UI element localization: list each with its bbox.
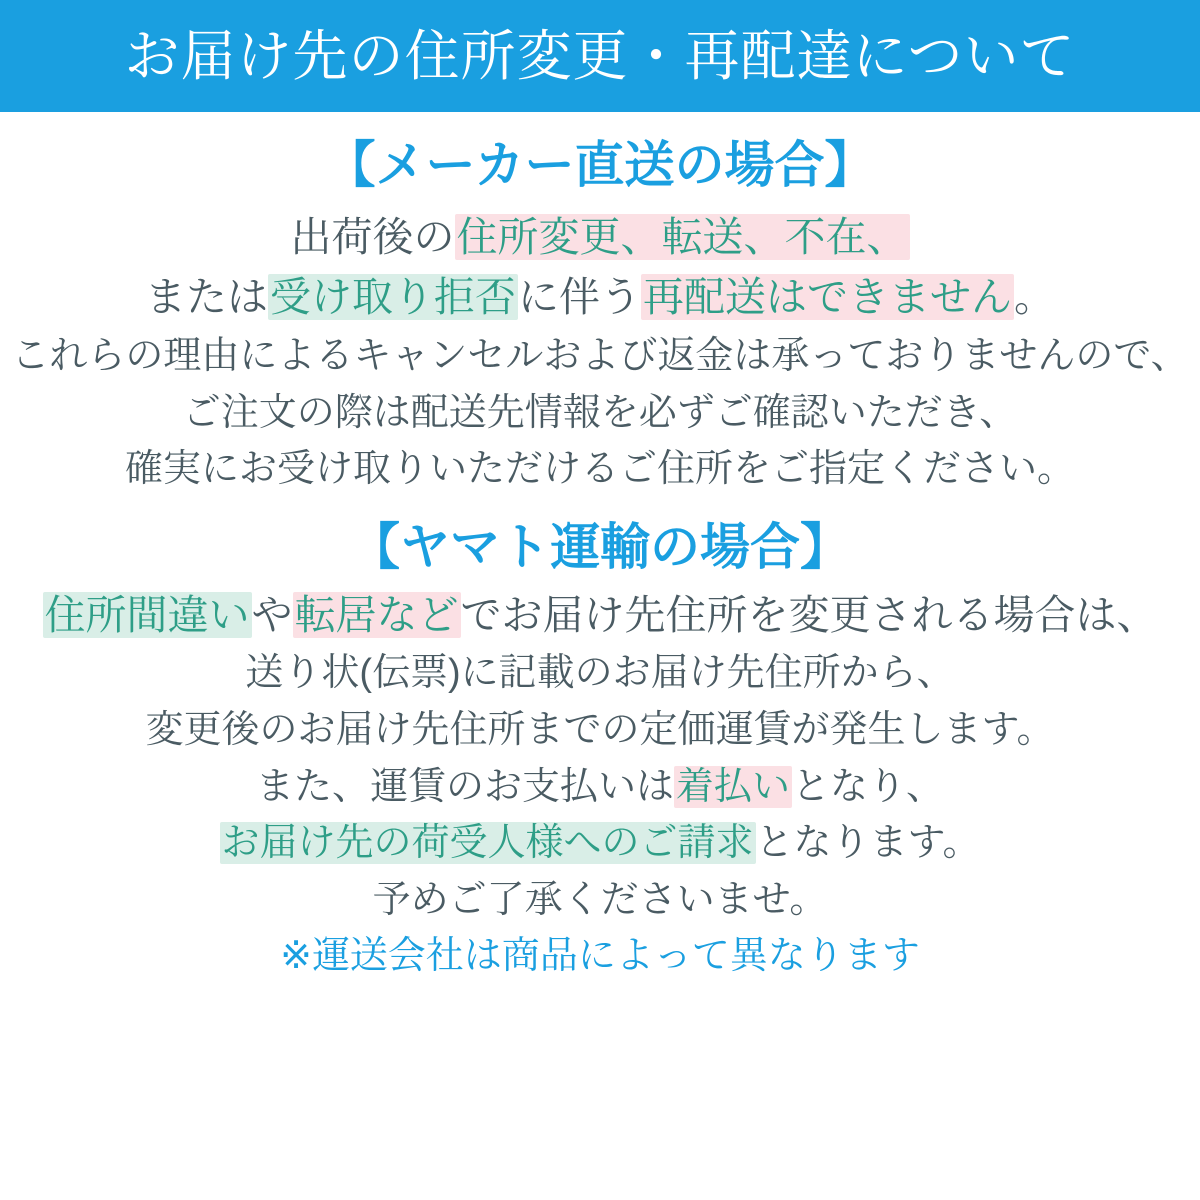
text-run: 確実にお受け取りいただけるご住所をご指定ください。 bbox=[124, 448, 1075, 491]
notice-line bbox=[8, 702, 1192, 759]
highlighted-text-run: 住所変更、転送、不在、 bbox=[456, 214, 908, 260]
notice-line bbox=[8, 267, 1192, 327]
text-run: 変更後のお届け先住所までの定価運賃が発生します。 bbox=[145, 708, 1055, 751]
notice-line bbox=[8, 585, 1192, 645]
text-run: に伴う bbox=[518, 274, 641, 321]
header-banner bbox=[0, 0, 1200, 112]
section-body-yamato bbox=[8, 585, 1192, 985]
highlighted-text-run: 転居など bbox=[294, 591, 459, 638]
text-run: となり、 bbox=[792, 765, 945, 808]
text-run: または bbox=[145, 274, 268, 321]
notice-line bbox=[8, 441, 1192, 498]
notice-line bbox=[8, 645, 1192, 702]
text-run: これらの理由によるキャンセルおよび返金は承っておりませんので、 bbox=[11, 334, 1189, 377]
notice-line bbox=[8, 207, 1192, 267]
text-run: また、運賃のお支払いは bbox=[255, 765, 674, 808]
highlighted-text-run: 受け取り拒否 bbox=[270, 274, 516, 321]
section-heading-maker-direct: 【メーカー直送の場合】 bbox=[325, 137, 875, 193]
highlighted-text-run: 着払い bbox=[675, 765, 790, 808]
notice-content bbox=[0, 138, 1200, 985]
notice-line bbox=[8, 385, 1192, 442]
text-run: 送り状(伝票)に記載のお届け先住所から、 bbox=[245, 652, 955, 695]
notice-line bbox=[8, 872, 1192, 929]
section-body-maker-direct bbox=[8, 207, 1192, 498]
text-run: 出荷後の bbox=[290, 214, 455, 260]
notice-line bbox=[8, 759, 1192, 816]
section-heading-yamato: 【ヤマト運輸の場合】 bbox=[350, 518, 850, 575]
text-run: や bbox=[251, 591, 293, 638]
highlighted-text-run: お届け先の荷受人様へのご請求 bbox=[221, 822, 754, 865]
notice-line bbox=[8, 328, 1192, 385]
carrier-note: ※運送会社は商品によって異なります bbox=[280, 935, 920, 978]
highlighted-text-run: 住所間違い bbox=[44, 591, 250, 638]
text-run: でお届け先住所を変更される場合は、 bbox=[460, 591, 1158, 638]
text-run: 予めご了承くださいませ。 bbox=[372, 878, 828, 921]
notice-line bbox=[8, 815, 1192, 872]
text-run: 。 bbox=[1014, 274, 1055, 321]
text-run: となります。 bbox=[755, 822, 981, 865]
text-run: ご注文の際は配送先情報を必ずご確認いただき、 bbox=[182, 391, 1018, 434]
page-title: お届け先の住所変更・再配達について bbox=[124, 24, 1076, 87]
highlighted-text-run: 再配送はできません bbox=[643, 274, 1012, 321]
